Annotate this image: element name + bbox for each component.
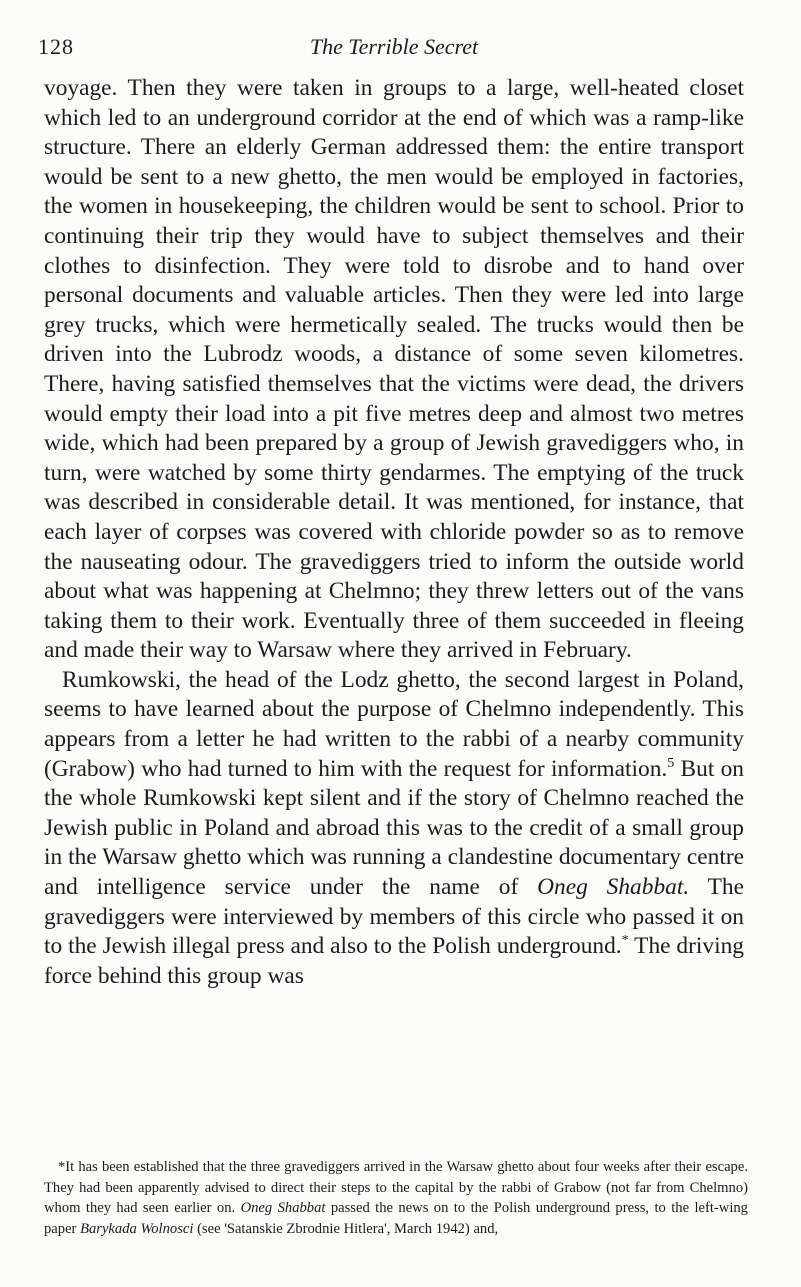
paragraph-2 [44, 666, 744, 992]
group-name-italic: Oneg Shabbat. [537, 874, 690, 901]
footnote-marker: * [58, 1159, 66, 1175]
footnote-italic-group: Oneg Shabbat [240, 1200, 326, 1216]
paragraph-2-text-d: The driving force behind this group was [44, 933, 744, 989]
footnote-text-a: It has been established that the three gravediggers arrived in the Warsaw ghetto about four weeks after their escape. They had been apparently advised to direct their steps to the capital by the rabbi of Grabow (not far from Chelmno) whom they had seen earlier on. [44, 1159, 748, 1216]
footnote-italic-paper: Barykada Wolnosci [80, 1220, 194, 1237]
paragraph-2-text-c: The gravediggers were interviewed by members of this circle who passed it on to the Jewish illegal press and also to the Polish underground. [44, 874, 745, 960]
endnote-reference: 5 [667, 754, 675, 771]
footnote [44, 1157, 748, 1239]
footnote-text-c: (see 'Satanskie Zbrodnie Hitlera', March 1942) and, [193, 1220, 499, 1237]
page-number: 128 [38, 34, 74, 59]
footnote-reference: * [621, 932, 629, 949]
paragraph-2-text-a: Rumkowski, the head of the Lodz ghetto, the second largest in Poland, seems to have learned about the purpose of Chelmno independently. This appears from a letter he had written to the rabbi of a nearby community (Grabow) who had turned to him with the request for information. [44, 666, 744, 782]
running-title: The Terrible Secret [309, 34, 479, 59]
paragraph-1: voyage. Then they were taken in groups to a large, well-heated closet which led to an underground corridor at the end of which was a ramp-like structure. There an elderly German addressed them: the entire transport would be sent to a new ghetto, the men would be employed in factories, the women in housekeeping, the children would be sent to school. Prior to continuing their trip they would have to subject themselves and their clothes to disinfection. They were told to disrobe and to hand over personal documents and valuable articles. Then they were led into large grey trucks, which were hermetically sealed. The trucks would then be driven into the Lubrodz woods, a distance of some seven kilometres. There, having satisfied themselves that the victims were dead, the drivers would empty their load into a pit five metres deep and almost two metres wide, which had been prepared by a group of Jewish gravediggers who, in turn, were watched by some thirty gendarmes. The emptying of the truck was described in considerable detail. It was mentioned, for instance, that each layer of corpses was covered with chloride powder so as to remove the nauseating odour. The gravediggers tried to inform the outside world about what was happening at Chelmno; they threw letters out of the vans taking them to their work. Eventually three of them succeeded in fleeing and made their way to Warsaw where they arrived in February. [44, 75, 744, 664]
body-text [44, 74, 744, 991]
page-header [38, 34, 750, 68]
paragraph-2-text-b: But on the whole Rumkowski kept silent and if the story of Chelmno reached the Jewish public in Poland and abroad this was to the credit of a small group in the Warsaw ghetto which was running a clandestine documentary centre and intelligence service under the name of [44, 755, 744, 901]
footnote-text-b: passed the news on to the Polish underground press, to the left-wing paper [44, 1200, 748, 1237]
footnote-paragraph [44, 1157, 748, 1239]
